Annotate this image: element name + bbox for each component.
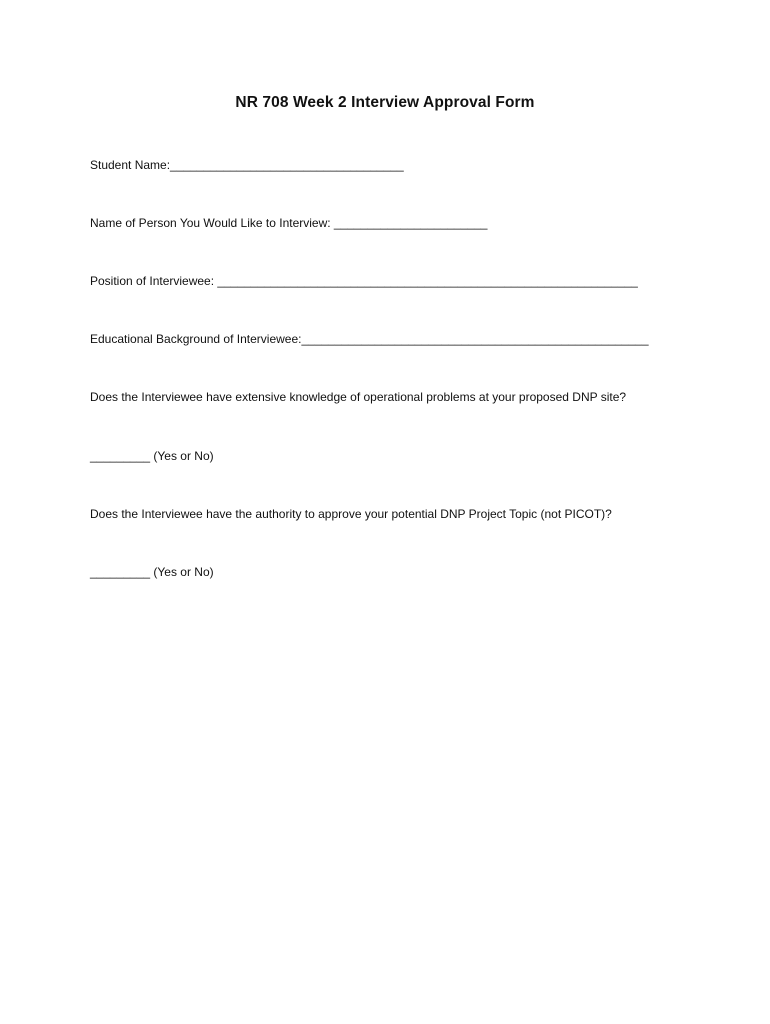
education-field: Educational Background of Interviewee:____________________________________________________ bbox=[90, 332, 649, 346]
knowledge-question: Does the Interviewee have extensive knowledge of operational problems at your proposed DNP site? bbox=[90, 390, 627, 404]
form-title: NR 708 Week 2 Interview Approval Form bbox=[235, 94, 535, 111]
interview-person-field: Name of Person You Would Like to Interview: _______________________ bbox=[90, 216, 488, 230]
authority-answer-field: _________ (Yes or No) bbox=[90, 565, 214, 579]
position-field: Position of Interviewee: _______________________________________________________________ bbox=[90, 274, 638, 288]
student-name-field: Student Name:___________________________________ bbox=[90, 158, 404, 172]
knowledge-answer-field: _________ (Yes or No) bbox=[90, 449, 214, 463]
authority-question: Does the Interviewee have the authority to approve your potential DNP Project Topic (not PICOT)? bbox=[90, 507, 612, 521]
